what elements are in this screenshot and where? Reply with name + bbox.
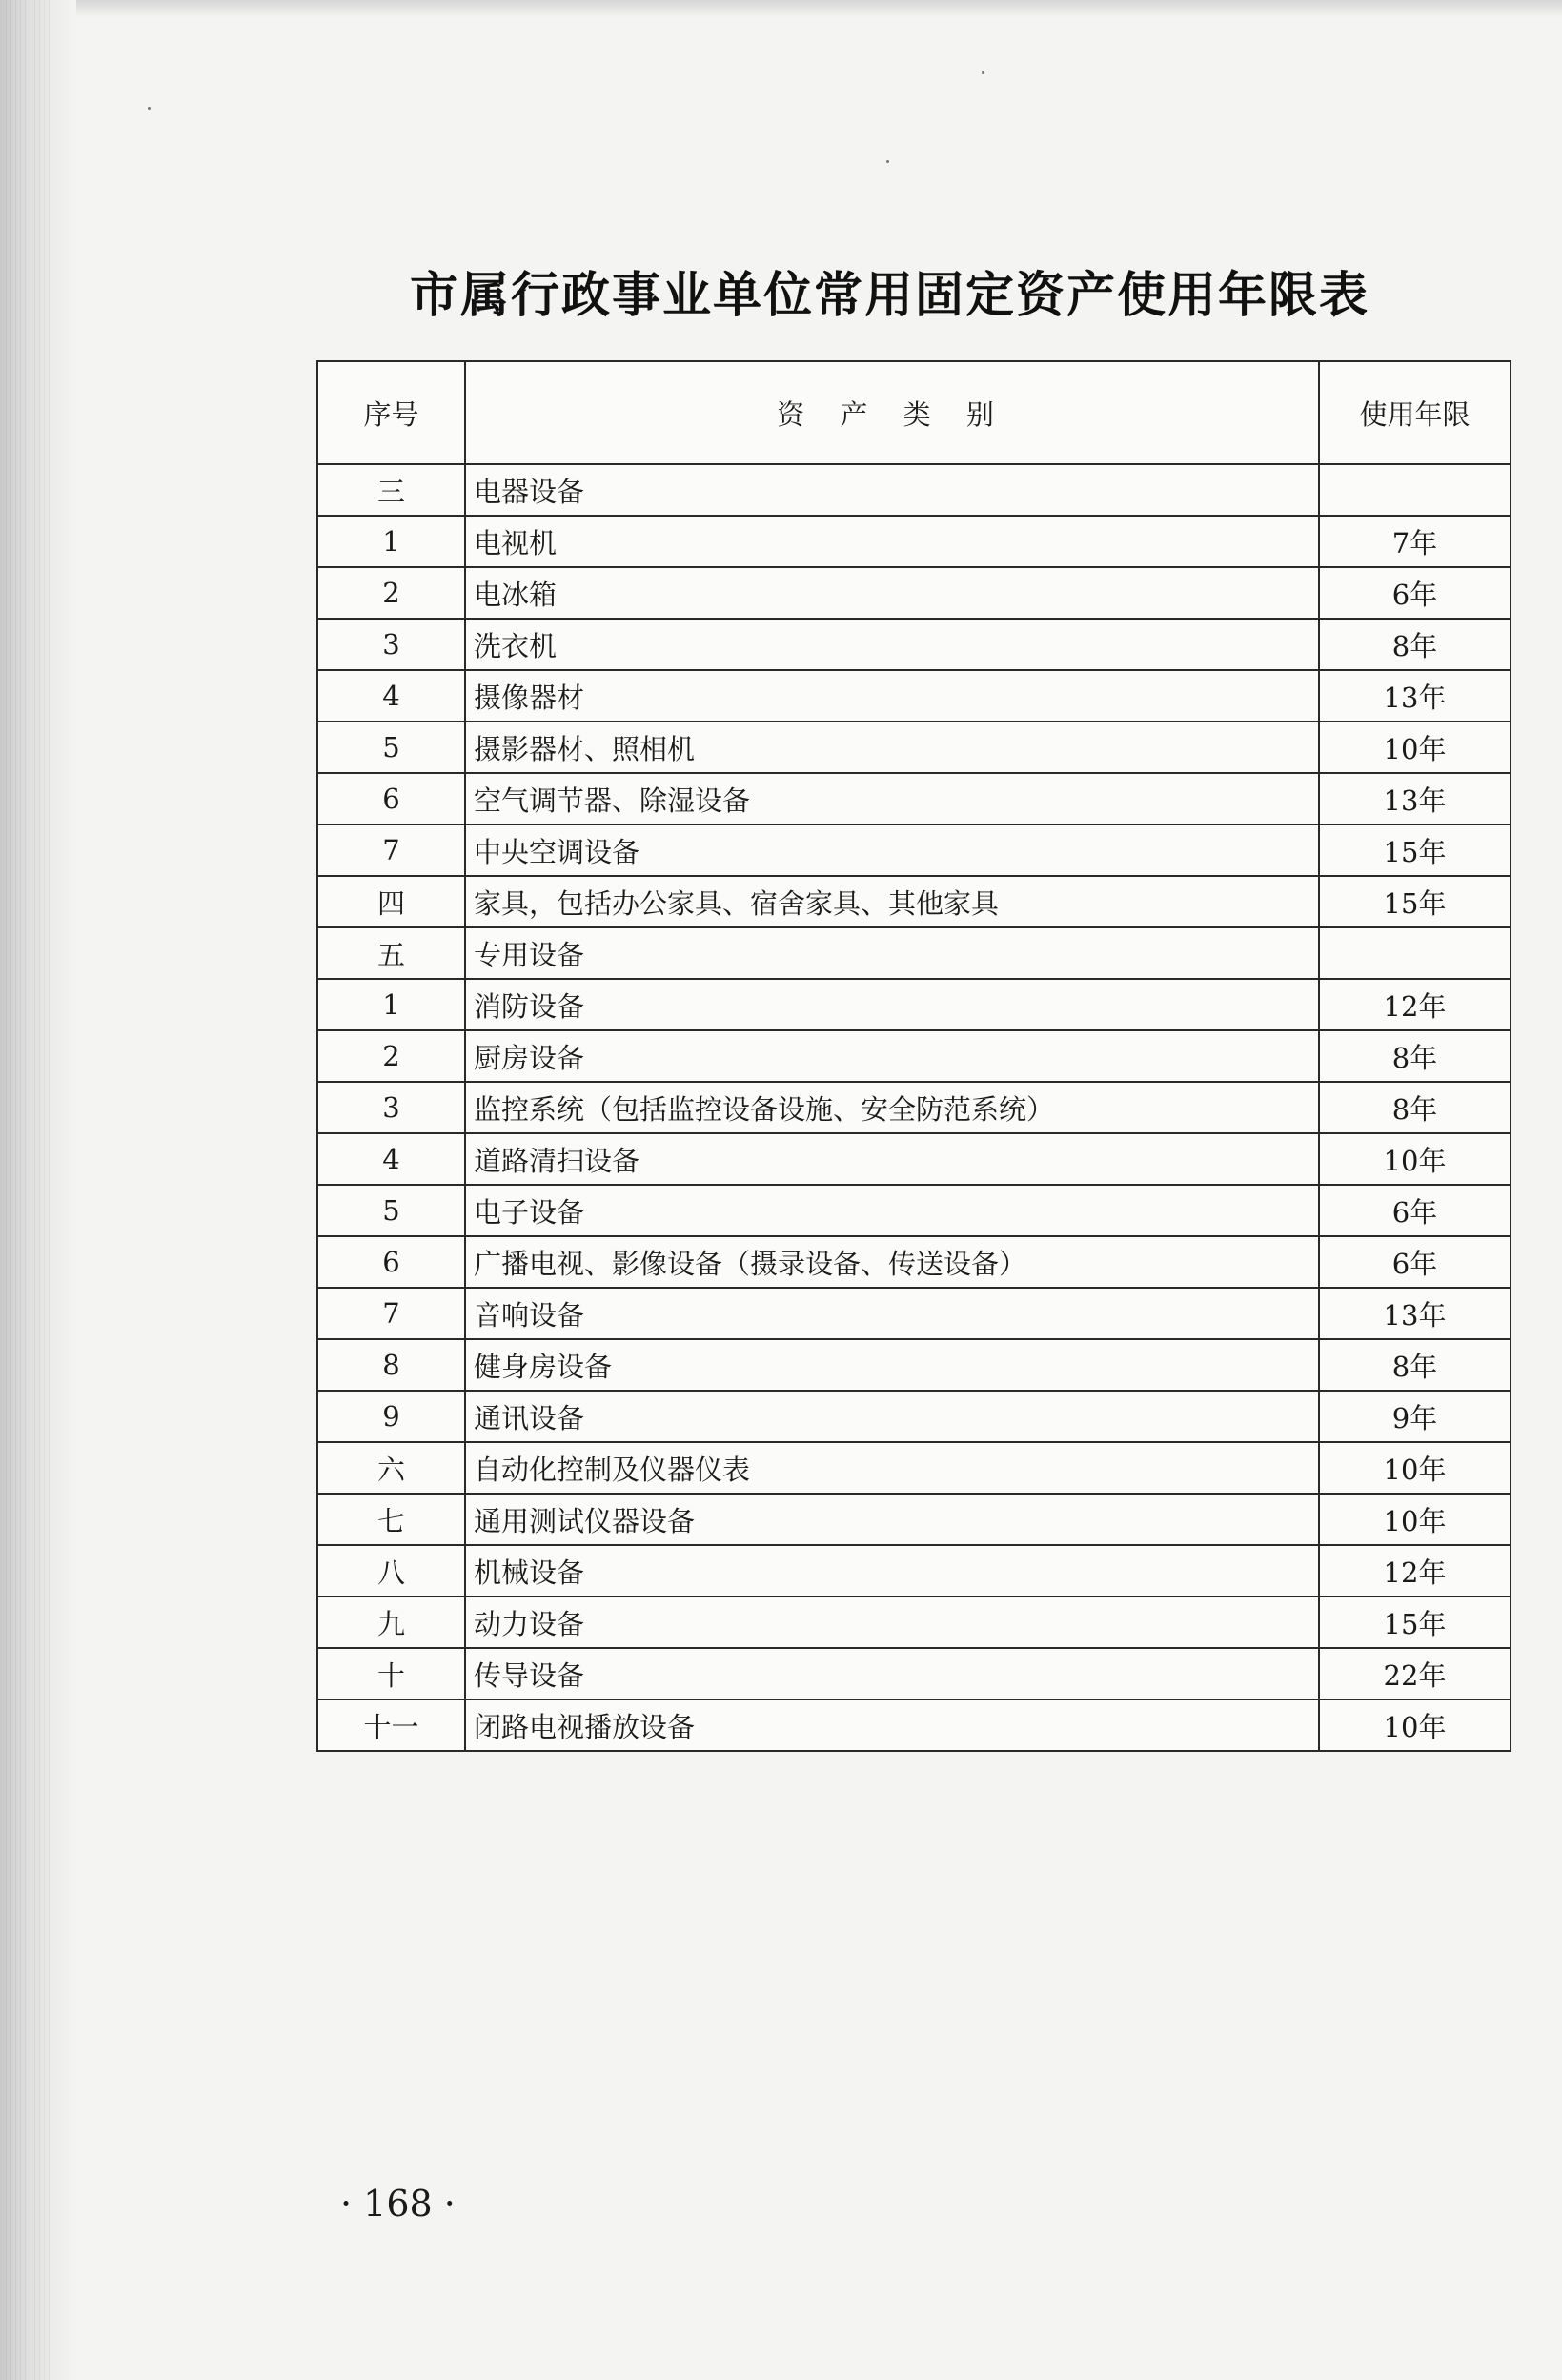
table-row bbox=[317, 1699, 1511, 1751]
page-title: 市属行政事业单位常用固定资产使用年限表 bbox=[410, 268, 1370, 324]
book-spine-shadow bbox=[0, 0, 76, 2380]
table-header-row bbox=[317, 361, 1511, 464]
table-row bbox=[317, 979, 1511, 1030]
row-seq: 8 bbox=[317, 1339, 465, 1391]
table-body bbox=[317, 464, 1511, 1751]
row-seq: 九 bbox=[317, 1597, 465, 1648]
row-category: 中央空调设备 bbox=[465, 824, 1319, 876]
row-years: 6年 bbox=[1319, 567, 1511, 619]
row-years: 10年 bbox=[1319, 1494, 1511, 1545]
row-years: 15年 bbox=[1319, 1597, 1511, 1648]
row-years: 7年 bbox=[1319, 516, 1511, 567]
row-seq: 3 bbox=[317, 1082, 465, 1133]
row-seq: 4 bbox=[317, 1133, 465, 1185]
scan-speck bbox=[886, 160, 889, 163]
row-years: 8年 bbox=[1319, 1082, 1511, 1133]
table-row bbox=[317, 773, 1511, 824]
row-years: 13年 bbox=[1319, 773, 1511, 824]
row-category: 电子设备 bbox=[465, 1185, 1319, 1236]
table-row bbox=[317, 670, 1511, 722]
row-category: 动力设备 bbox=[465, 1597, 1319, 1648]
row-category: 通用测试仪器设备 bbox=[465, 1494, 1319, 1545]
row-category: 电视机 bbox=[465, 516, 1319, 567]
row-category: 监控系统（包括监控设备设施、安全防范系统） bbox=[465, 1082, 1319, 1133]
scan-speck bbox=[148, 107, 151, 110]
table-row bbox=[317, 567, 1511, 619]
row-category: 健身房设备 bbox=[465, 1339, 1319, 1391]
row-years bbox=[1319, 464, 1511, 516]
row-seq: 七 bbox=[317, 1494, 465, 1545]
row-seq: 3 bbox=[317, 619, 465, 670]
row-seq: 四 bbox=[317, 876, 465, 927]
table-row bbox=[317, 1648, 1511, 1699]
row-seq: 4 bbox=[317, 670, 465, 722]
row-years: 15年 bbox=[1319, 824, 1511, 876]
row-years bbox=[1319, 927, 1511, 979]
row-years: 10年 bbox=[1319, 1699, 1511, 1751]
row-years: 13年 bbox=[1319, 670, 1511, 722]
table-row bbox=[317, 824, 1511, 876]
row-years: 10年 bbox=[1319, 1133, 1511, 1185]
header-category: 资 产 类 别 bbox=[465, 361, 1319, 464]
table-row bbox=[317, 722, 1511, 773]
row-years: 8年 bbox=[1319, 1339, 1511, 1391]
row-years: 8年 bbox=[1319, 1030, 1511, 1082]
row-seq: 7 bbox=[317, 1288, 465, 1339]
row-category: 电器设备 bbox=[465, 464, 1319, 516]
row-seq: 6 bbox=[317, 1236, 465, 1288]
row-category: 道路清扫设备 bbox=[465, 1133, 1319, 1185]
row-years: 6年 bbox=[1319, 1185, 1511, 1236]
table-row bbox=[317, 1442, 1511, 1494]
row-category: 传导设备 bbox=[465, 1648, 1319, 1699]
row-years: 13年 bbox=[1319, 1288, 1511, 1339]
table-row bbox=[317, 1391, 1511, 1442]
scan-speck bbox=[982, 71, 984, 74]
page-number: · 168 · bbox=[340, 2183, 456, 2225]
table-row bbox=[317, 1030, 1511, 1082]
row-category: 消防设备 bbox=[465, 979, 1319, 1030]
row-years: 10年 bbox=[1319, 722, 1511, 773]
row-years: 10年 bbox=[1319, 1442, 1511, 1494]
row-category: 闭路电视播放设备 bbox=[465, 1699, 1319, 1751]
row-category: 专用设备 bbox=[465, 927, 1319, 979]
table-row bbox=[317, 1339, 1511, 1391]
row-category: 自动化控制及仪器仪表 bbox=[465, 1442, 1319, 1494]
table-row bbox=[317, 516, 1511, 567]
table-row bbox=[317, 1082, 1511, 1133]
header-years: 使用年限 bbox=[1319, 361, 1511, 464]
row-category: 广播电视、影像设备（摄录设备、传送设备） bbox=[465, 1236, 1319, 1288]
table-row bbox=[317, 1185, 1511, 1236]
row-years: 22年 bbox=[1319, 1648, 1511, 1699]
row-years: 6年 bbox=[1319, 1236, 1511, 1288]
row-category: 厨房设备 bbox=[465, 1030, 1319, 1082]
row-seq: 十一 bbox=[317, 1699, 465, 1751]
row-seq: 1 bbox=[317, 979, 465, 1030]
row-category: 音响设备 bbox=[465, 1288, 1319, 1339]
row-category: 通讯设备 bbox=[465, 1391, 1319, 1442]
table-row bbox=[317, 464, 1511, 516]
row-seq: 5 bbox=[317, 722, 465, 773]
table-row bbox=[317, 619, 1511, 670]
row-seq: 十 bbox=[317, 1648, 465, 1699]
row-seq: 五 bbox=[317, 927, 465, 979]
row-seq: 1 bbox=[317, 516, 465, 567]
row-years: 8年 bbox=[1319, 619, 1511, 670]
table-row bbox=[317, 1236, 1511, 1288]
table-row bbox=[317, 876, 1511, 927]
row-category: 摄像器材 bbox=[465, 670, 1319, 722]
table-row bbox=[317, 1545, 1511, 1597]
row-category: 电冰箱 bbox=[465, 567, 1319, 619]
row-category: 空气调节器、除湿设备 bbox=[465, 773, 1319, 824]
header-seq: 序号 bbox=[317, 361, 465, 464]
row-years: 12年 bbox=[1319, 979, 1511, 1030]
row-category: 摄影器材、照相机 bbox=[465, 722, 1319, 773]
table-row bbox=[317, 1597, 1511, 1648]
row-years: 15年 bbox=[1319, 876, 1511, 927]
table-row bbox=[317, 1133, 1511, 1185]
page-top-shadow bbox=[76, 0, 1562, 17]
row-seq: 2 bbox=[317, 1030, 465, 1082]
row-category: 家具，包括办公家具、宿舍家具、其他家具 bbox=[465, 876, 1319, 927]
row-seq: 六 bbox=[317, 1442, 465, 1494]
row-seq: 三 bbox=[317, 464, 465, 516]
asset-lifespan-table bbox=[316, 360, 1511, 1752]
row-seq: 6 bbox=[317, 773, 465, 824]
row-seq: 八 bbox=[317, 1545, 465, 1597]
row-years: 12年 bbox=[1319, 1545, 1511, 1597]
page-edge-lines bbox=[6, 0, 53, 2380]
table-row bbox=[317, 927, 1511, 979]
row-seq: 9 bbox=[317, 1391, 465, 1442]
row-seq: 7 bbox=[317, 824, 465, 876]
table-row bbox=[317, 1494, 1511, 1545]
row-category: 机械设备 bbox=[465, 1545, 1319, 1597]
row-years: 9年 bbox=[1319, 1391, 1511, 1442]
row-seq: 5 bbox=[317, 1185, 465, 1236]
row-seq: 2 bbox=[317, 567, 465, 619]
table-row bbox=[317, 1288, 1511, 1339]
row-category: 洗衣机 bbox=[465, 619, 1319, 670]
